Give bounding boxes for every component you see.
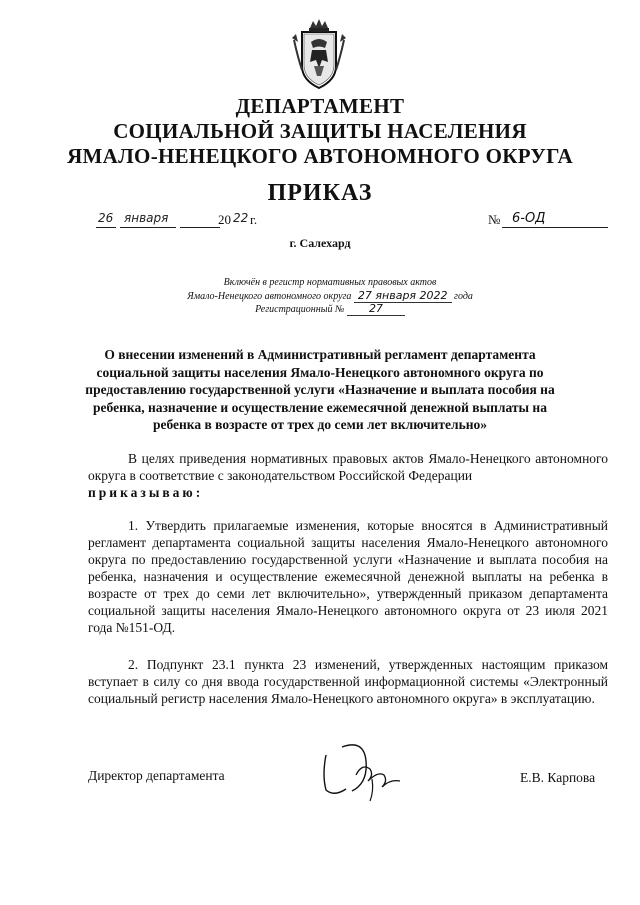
document-title: О внесении изменений в Административный регламент департамента социальной защиты населения Ямало-Ненецкого автономного округа по предоставлению государственной услуги «Назначение и выплата пособия на ребенка, назначение и осуществление ежемесячной денежной выплаты на ребенка в возрасте от трех до семи лет включительно» (85, 347, 555, 432)
order-word: приказываю: (88, 485, 204, 500)
date-year-suffix: г. (250, 212, 258, 227)
number-handwritten: 6-ОД (512, 211, 546, 226)
stamp-registration-date-handwritten: 27 января 2022 (354, 289, 452, 303)
number-prefix: № (488, 212, 501, 227)
stamp-line-2: Ямало-Ненецкого автономного округа 27 января 2022 года (187, 289, 473, 302)
signatory-name: Е.В. Карпова (520, 770, 596, 785)
date-year-handwritten: 22 (233, 211, 249, 225)
department-title-line-1: ДЕПАРТАМЕНТ (235, 94, 405, 118)
department-title-line-3: ЯМАЛО-НЕНЕЦКОГО АВТОНОМНОГО ОКРУГА (67, 144, 573, 168)
order-date (90, 212, 270, 230)
coat-of-arms-emblem (290, 18, 348, 94)
stamp-registration-number-handwritten: 27 (347, 302, 405, 316)
date-day-handwritten: 26 (98, 211, 114, 225)
document-type-heading: ПРИКАЗ (267, 180, 373, 206)
date-year-prefix: 20 (218, 212, 231, 227)
city: г. Салехард (289, 236, 351, 250)
order-item-1: 1. Утвердить прилагаемые изменения, которые вносятся в Административный регламент департамента социальной защиты населения Ямало-Ненецкого автономного округа по предоставлению государственной услуги «Назначение и выплата пособия на ребенка, назначения и осуществление ежемесячной денежной выплаты на ребенка в возрасте от трех до семи лет включительно», утвержденный приказом департамента социальной защиты населения Ямало-Ненецкого автономного округа от 23 июля 2021 года №151-ОД. (88, 518, 608, 635)
registry-stamp (150, 276, 510, 315)
signatory-position: Директор департамента (88, 768, 225, 783)
handwritten-signature (312, 735, 412, 805)
stamp-line-3: Регистрационный № 27 (150, 302, 510, 315)
preamble-paragraph: В целях приведения нормативных правовых актов Ямало-Ненецкого автономного округа в соответствие с законодательством Российской Федерации (88, 451, 608, 483)
department-title-line-2: СОЦИАЛЬНОЙ ЗАЩИТЫ НАСЕЛЕНИЯ (113, 119, 527, 143)
order-number (488, 212, 608, 230)
date-month-handwritten: января (124, 211, 169, 225)
order-item-2: 2. Подпункт 23.1 пункта 23 изменений, утвержденных настоящим приказом вступает в силу со дня ввода государственной информационной системы «Электронный социальный регистр населения Ямало-Ненецкого автономного округа» в эксплуатацию. (88, 657, 608, 706)
stamp-line-1: Включён в регистр нормативных правовых актов (223, 277, 437, 288)
